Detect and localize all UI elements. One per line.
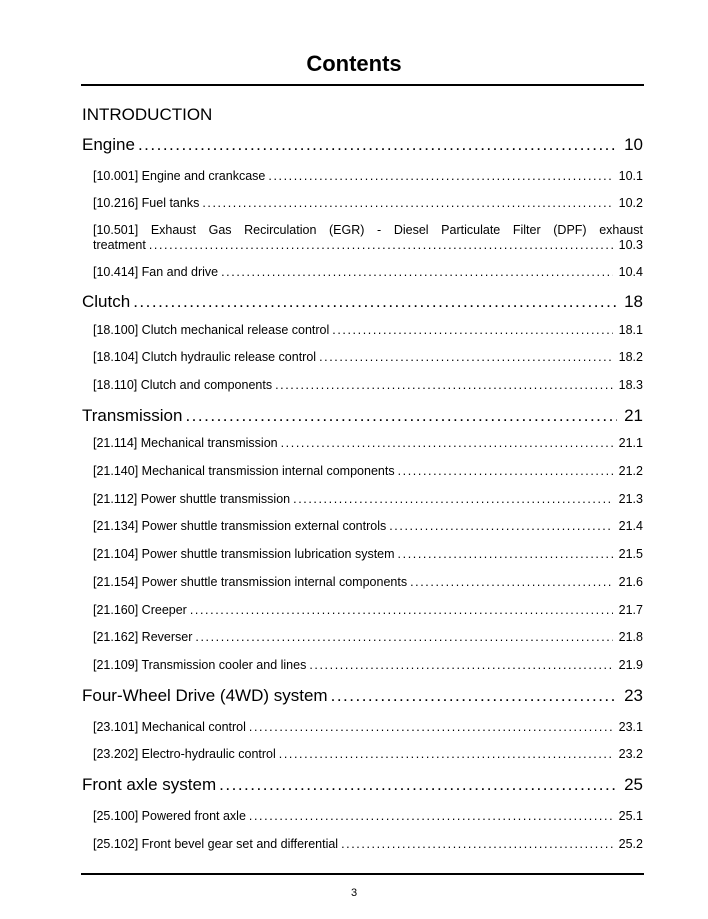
entry-label: [21.160] Creeper — [93, 603, 187, 617]
entry-page: 21.5 — [618, 547, 643, 561]
toc-section-clutch[interactable] — [82, 291, 643, 313]
dot-leader — [398, 546, 613, 562]
section-page: 18 — [624, 292, 643, 311]
toc-entry[interactable] — [93, 463, 643, 479]
entry-page: 10.1 — [618, 169, 643, 183]
dot-leader — [190, 602, 613, 618]
toc-entry[interactable] — [93, 223, 643, 253]
section-title: Transmission — [82, 406, 183, 425]
dot-leader — [279, 746, 613, 762]
entry-page: 18.3 — [618, 378, 643, 392]
entry-page: 21.8 — [618, 630, 643, 644]
toc-entry[interactable] — [93, 808, 643, 824]
bottom-rule — [81, 873, 644, 875]
entry-label: [10.501] Exhaust Gas Recirculation (EGR) - Diesel Particulate Filter (DPF) exhaust — [93, 223, 643, 237]
dot-leader — [410, 574, 613, 590]
entry-label: [25.100] Powered front axle — [93, 809, 246, 823]
toc-entry[interactable] — [93, 746, 643, 762]
entry-page: 21.9 — [618, 658, 643, 672]
entry-page: 10.3 — [618, 238, 643, 252]
toc-section-transmission[interactable] — [82, 405, 643, 427]
page-title: Contents — [306, 51, 402, 76]
dot-leader — [249, 719, 613, 735]
section-page: 10 — [624, 135, 643, 154]
page-number: 3 — [350, 887, 358, 899]
section-title: Clutch — [82, 292, 131, 311]
entry-page: 25.1 — [618, 809, 643, 823]
toc-entry[interactable] — [93, 629, 643, 645]
toc-entry[interactable] — [93, 836, 643, 852]
dot-leader — [275, 377, 613, 393]
entry-label: [21.140] Mechanical transmission internal components — [93, 464, 395, 478]
toc-entry[interactable] — [93, 657, 643, 673]
entry-page: 21.1 — [618, 436, 643, 450]
entry-page: 21.2 — [618, 464, 643, 478]
entry-page: 10.2 — [618, 196, 643, 210]
toc-entry[interactable] — [93, 518, 643, 534]
entry-label: [23.202] Electro-hydraulic control — [93, 747, 276, 761]
entry-page: 23.2 — [618, 747, 643, 761]
entry-label: [21.134] Power shuttle transmission external controls — [93, 519, 387, 533]
entry-label: [25.102] Front bevel gear set and differential — [93, 837, 339, 851]
section-page: 25 — [624, 775, 643, 794]
dot-leader — [219, 774, 617, 796]
toc-section-front-axle[interactable] — [82, 774, 643, 796]
dot-leader — [138, 134, 617, 156]
section-title: Engine — [82, 135, 135, 154]
toc-entry[interactable] — [93, 349, 643, 365]
entry-label-continued: treatment ..... 10.3 — [93, 238, 643, 253]
entry-page: 21.3 — [618, 492, 643, 506]
entry-page: 25.2 — [618, 837, 643, 851]
entry-page: 10.4 — [618, 265, 643, 279]
entry-label: [21.114] Mechanical transmission — [93, 436, 278, 450]
entry-label: [18.104] Clutch hydraulic release control — [93, 350, 317, 364]
entry-page: 18.2 — [618, 350, 643, 364]
entry-page: 23.1 — [618, 720, 643, 734]
entry-label: [18.110] Clutch and components — [93, 378, 273, 392]
entry-label: [10.414] Fan and drive — [93, 265, 219, 279]
toc-introduction[interactable]: INTRODUCTION — [82, 105, 213, 124]
dot-leader — [268, 168, 612, 184]
entry-label: [21.112] Power shuttle transmission — [93, 492, 291, 506]
dot-leader — [149, 238, 613, 253]
entry-page: 21.6 — [618, 575, 643, 589]
entry-page: 21.7 — [618, 603, 643, 617]
dot-leader — [331, 685, 617, 707]
toc-section-engine[interactable] — [82, 134, 643, 156]
entry-page: 21.4 — [618, 519, 643, 533]
toc-entry[interactable] — [93, 195, 643, 211]
toc-entry[interactable] — [93, 168, 643, 184]
dot-leader — [341, 836, 613, 852]
dot-leader — [202, 195, 612, 211]
entry-label: [21.162] Reverser — [93, 630, 193, 644]
dot-leader — [398, 463, 613, 479]
section-page: 21 — [624, 406, 643, 425]
toc-entry[interactable] — [93, 435, 643, 451]
dot-leader — [195, 629, 612, 645]
toc-entry[interactable] — [93, 602, 643, 618]
dot-leader — [332, 322, 612, 338]
section-title: Four-Wheel Drive (4WD) system — [82, 686, 328, 705]
section-page: 23 — [624, 686, 643, 705]
toc-entry[interactable] — [93, 546, 643, 562]
entry-label: [10.001] Engine and crankcase — [93, 169, 266, 183]
toc-entry[interactable] — [93, 322, 643, 338]
section-title: Front axle system — [82, 775, 217, 794]
dot-leader — [185, 405, 617, 427]
entry-page: 18.1 — [618, 323, 643, 337]
dot-leader — [281, 435, 613, 451]
dot-leader — [309, 657, 612, 673]
entry-label: [21.109] Transmission cooler and lines — [93, 658, 307, 672]
dot-leader — [293, 491, 613, 507]
toc-entry[interactable] — [93, 719, 643, 735]
dot-leader — [389, 518, 612, 534]
toc-entry[interactable] — [93, 491, 643, 507]
entry-label: [21.104] Power shuttle transmission lubrication system — [93, 547, 395, 561]
dot-leader — [221, 264, 613, 280]
top-rule — [81, 84, 644, 86]
dot-leader — [249, 808, 613, 824]
toc-entry[interactable] — [93, 574, 643, 590]
entry-label: [10.216] Fuel tanks — [93, 196, 200, 210]
toc-entry[interactable] — [93, 377, 643, 393]
dot-leader — [319, 349, 613, 365]
entry-label: [18.100] Clutch mechanical release control — [93, 323, 330, 337]
toc-entry[interactable] — [93, 264, 643, 280]
entry-label: [23.101] Mechanical control — [93, 720, 246, 734]
entry-label: [21.154] Power shuttle transmission internal components — [93, 575, 408, 589]
dot-leader — [133, 291, 617, 313]
toc-section-four-wheel-drive[interactable] — [82, 685, 643, 707]
